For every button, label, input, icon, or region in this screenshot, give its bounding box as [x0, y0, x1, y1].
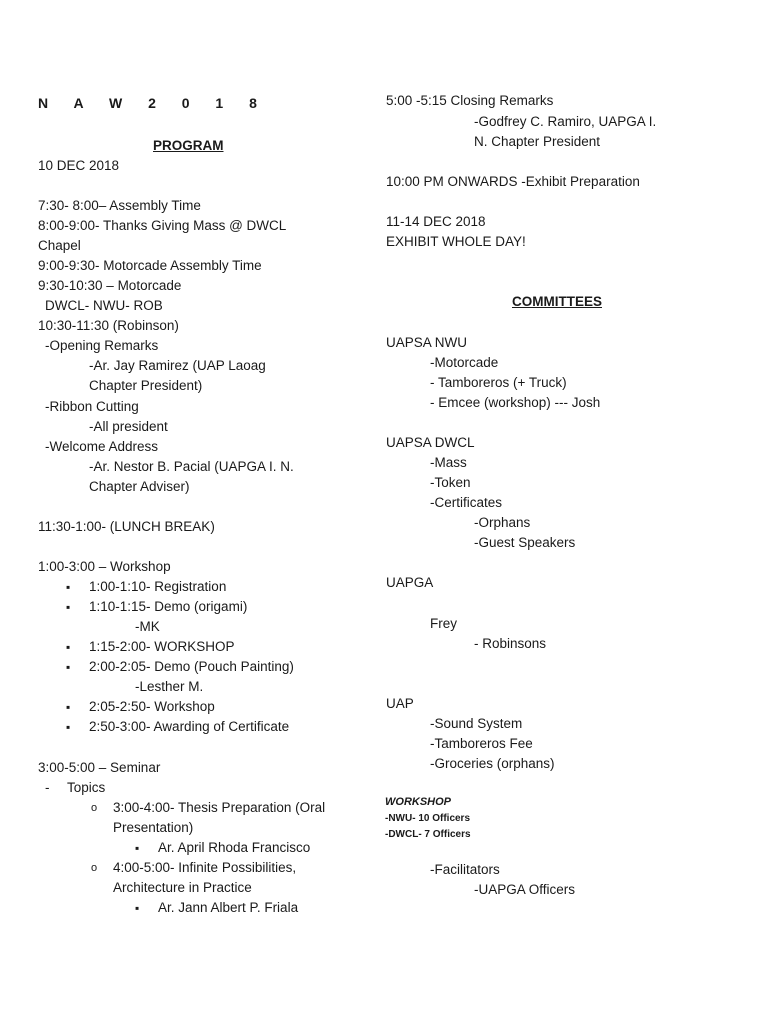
committee-subtask: - Robinsons — [474, 636, 547, 651]
schedule-line: Chapter Adviser) — [89, 479, 190, 494]
date-line: 11-14 DEC 2018 — [386, 214, 486, 229]
workshop-subitem: -Lesther M. — [135, 679, 204, 694]
workshop-heading: WORKSHOP — [385, 796, 451, 808]
schedule-line: EXHIBIT WHOLE DAY! — [386, 234, 526, 249]
workshop-item: ▪ 1:15-2:00- WORKSHOP — [89, 637, 235, 657]
committee-task: -Groceries (orphans) — [430, 756, 555, 771]
speaker-item: ▪ Ar. Jann Albert P. Friala — [158, 898, 298, 918]
committee-subtask: -Guest Speakers — [474, 535, 576, 550]
committee-name: UAPGA — [386, 575, 434, 590]
schedule-line: -All president — [89, 419, 168, 434]
workshop-officers: -NWU- 10 Officers — [385, 813, 471, 824]
committee-name: UAP — [386, 696, 414, 711]
committee-task: -Certificates — [430, 495, 503, 510]
schedule-line: -Ar. Jay Ramirez (UAP Laoag — [89, 358, 266, 373]
workshop-officers: -DWCL- 7 Officers — [385, 829, 471, 840]
schedule-line: 3:00-5:00 – Seminar — [38, 760, 161, 775]
workshop-item: ▪ 2:05-2:50- Workshop — [89, 697, 215, 717]
workshop-item: ▪ 2:50-3:00- Awarding of Certificate — [89, 717, 289, 737]
committee-name: UAPSA NWU — [386, 335, 468, 350]
date-line: 10 DEC 2018 — [38, 158, 120, 173]
topics-label: - Topics — [67, 778, 105, 798]
committee-name: UAPSA DWCL — [386, 435, 475, 450]
schedule-line: 10:30-11:30 (Robinson) — [38, 318, 179, 333]
schedule-line: 7:30- 8:00– Assembly Time — [38, 198, 201, 213]
committee-task: -Facilitators — [430, 862, 500, 877]
workshop-item: ▪ 2:00-2:05- Demo (Pouch Painting) — [89, 657, 294, 677]
event-title: N A W 2 0 1 8 — [38, 95, 268, 111]
committees-heading: COMMITTEES — [512, 294, 602, 309]
committee-subtask: -Orphans — [474, 515, 531, 530]
committee-task: -Token — [430, 475, 471, 490]
workshop-item: ▪ 1:10-1:15- Demo (origami) — [89, 597, 247, 617]
topic-item-cont: Architecture in Practice — [113, 880, 252, 895]
committee-subtask: -UAPGA Officers — [474, 882, 576, 897]
schedule-line: -Ar. Nestor B. Pacial (UAPGA I. N. — [89, 459, 294, 474]
committee-task: -Motorcade — [430, 355, 499, 370]
schedule-line: 8:00-9:00- Thanks Giving Mass @ DWCL — [38, 218, 287, 233]
schedule-line: DWCL- NWU- ROB — [45, 298, 163, 313]
committee-task: -Sound System — [430, 716, 523, 731]
committee-task: - Tamboreros (+ Truck) — [430, 375, 567, 390]
schedule-line: -Ribbon Cutting — [45, 399, 139, 414]
schedule-line: 1:00-3:00 – Workshop — [38, 559, 171, 574]
schedule-line: Chapter President) — [89, 378, 203, 393]
schedule-line: 9:30-10:30 – Motorcade — [38, 278, 182, 293]
schedule-line: 10:00 PM ONWARDS -Exhibit Preparation — [386, 174, 640, 189]
schedule-line: -Welcome Address — [45, 439, 159, 454]
workshop-subitem: -MK — [135, 619, 160, 634]
topic-item-cont: Presentation) — [113, 820, 194, 835]
schedule-line: 11:30-1:00- (LUNCH BREAK) — [38, 519, 215, 534]
committee-task: -Tamboreros Fee — [430, 736, 533, 751]
workshop-item: ▪ 1:00-1:10- Registration — [89, 577, 226, 597]
schedule-line: N. Chapter President — [474, 134, 601, 149]
schedule-line: -Godfrey C. Ramiro, UAPGA I. — [474, 114, 657, 129]
speaker-item: ▪ Ar. April Rhoda Francisco — [158, 838, 310, 858]
topic-item: o 4:00-5:00- Infinite Possibilities, — [113, 858, 296, 878]
committee-task: - Emcee (workshop) --- Josh — [430, 395, 601, 410]
committee-task: Frey — [430, 616, 457, 631]
schedule-line: 5:00 -5:15 Closing Remarks — [386, 93, 554, 108]
schedule-line: Chapel — [38, 238, 81, 253]
schedule-line: 9:00-9:30- Motorcade Assembly Time — [38, 258, 262, 273]
program-heading: PROGRAM — [153, 138, 224, 153]
schedule-line: -Opening Remarks — [45, 338, 159, 353]
committee-task: -Mass — [430, 455, 467, 470]
topic-item: o 3:00-4:00- Thesis Preparation (Oral — [113, 798, 325, 818]
